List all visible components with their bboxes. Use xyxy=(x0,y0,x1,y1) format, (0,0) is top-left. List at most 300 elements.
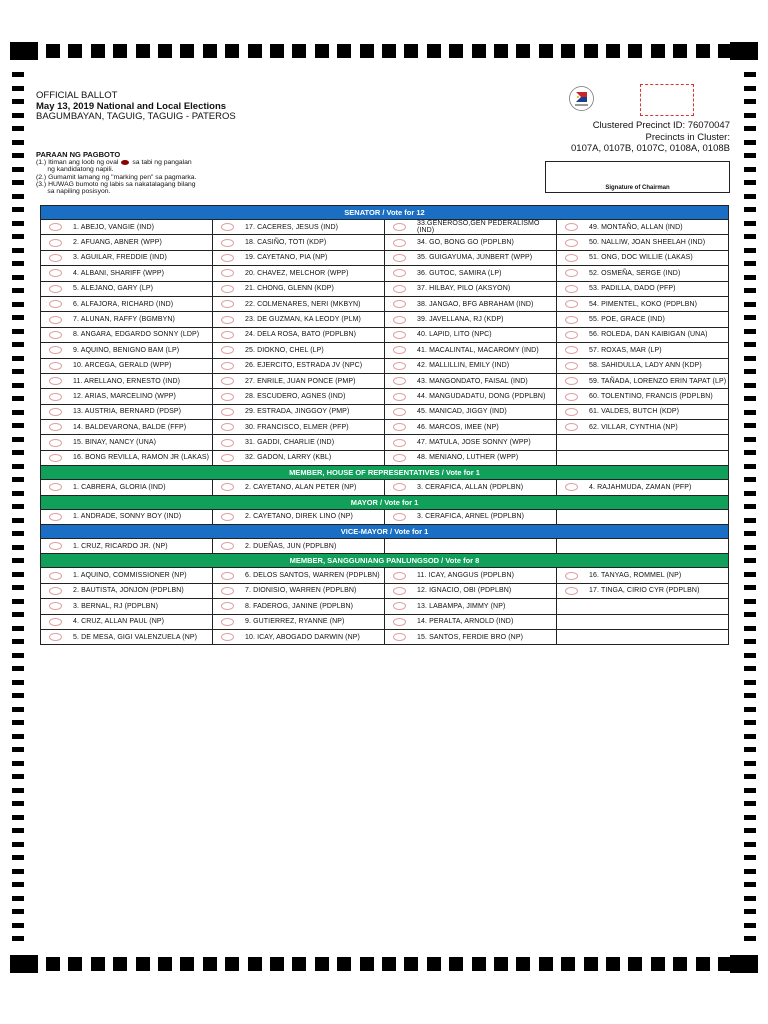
candidate-entry xyxy=(41,220,212,234)
candidate-name: 1. ANDRADE, SONNY BOY (IND) xyxy=(73,513,182,521)
candidate-entry xyxy=(41,615,212,629)
timing-mark xyxy=(744,383,756,388)
vote-oval[interactable] xyxy=(565,285,578,293)
candidate-name: 46. MARCOS, IMEE (NP) xyxy=(417,423,499,431)
candidate-entry xyxy=(213,480,384,494)
vote-oval[interactable] xyxy=(49,572,62,580)
timing-mark xyxy=(12,261,24,266)
candidate-entry xyxy=(213,328,384,342)
timing-mark xyxy=(561,957,575,971)
candidate-name: 12. ARIAS, MARCELINO (WPP) xyxy=(73,392,176,400)
timing-mark xyxy=(744,342,756,347)
vote-oval[interactable] xyxy=(221,285,234,293)
timing-mark xyxy=(10,955,38,973)
vote-oval[interactable] xyxy=(393,254,406,262)
candidate-cell xyxy=(213,599,385,614)
vote-oval[interactable] xyxy=(565,316,578,324)
vote-oval[interactable] xyxy=(221,254,234,262)
candidate-cell xyxy=(385,343,557,358)
timing-mark xyxy=(12,450,24,455)
candidate-name: 3. AGUILAR, FREDDIE (IND) xyxy=(73,254,167,262)
timing-mark xyxy=(12,815,24,820)
candidate-entry xyxy=(385,328,556,342)
vote-oval[interactable] xyxy=(221,316,234,324)
vote-oval[interactable] xyxy=(49,633,62,641)
contest-header xyxy=(41,495,729,509)
timing-mark xyxy=(12,572,24,577)
vote-oval[interactable] xyxy=(221,602,234,610)
timing-mark xyxy=(744,423,756,428)
instructions-title: PARAAN NG PAGBOTO xyxy=(36,150,121,159)
vote-oval[interactable] xyxy=(565,483,578,491)
vote-oval[interactable] xyxy=(565,269,578,277)
vote-oval[interactable] xyxy=(393,587,406,595)
vote-oval[interactable] xyxy=(393,483,406,491)
candidate-name: 37. HILBAY, PILO (AKSYON) xyxy=(417,285,511,293)
vote-oval[interactable] xyxy=(565,423,578,431)
timing-mark xyxy=(744,261,756,266)
vote-oval[interactable] xyxy=(393,439,406,447)
candidate-name: 8. ANGARA, EDGARDO SONNY (LDP) xyxy=(73,331,200,339)
timing-mark xyxy=(12,383,24,388)
vote-oval[interactable] xyxy=(393,393,406,401)
candidate-entry xyxy=(557,235,728,249)
vote-oval[interactable] xyxy=(221,454,234,462)
candidate-cell xyxy=(41,235,213,250)
empty-cell xyxy=(557,539,729,554)
candidate-name: 7. ALUNAN, RAFFY (BGMBYN) xyxy=(73,315,175,323)
timing-mark xyxy=(744,410,756,415)
vote-oval[interactable] xyxy=(393,454,406,462)
timing-mark xyxy=(744,585,756,590)
candidate-cell xyxy=(41,630,213,645)
candidate-name: 30. FRANCISCO, ELMER (PFP) xyxy=(245,423,349,431)
timing-mark xyxy=(12,396,24,401)
vote-oval[interactable] xyxy=(221,618,234,626)
vote-oval[interactable] xyxy=(49,587,62,595)
candidate-name: 55. POE, GRACE (IND) xyxy=(589,315,665,323)
timing-mark xyxy=(449,957,463,971)
candidate-entry xyxy=(557,220,728,234)
candidate-cell xyxy=(41,614,213,629)
vote-oval[interactable] xyxy=(49,239,62,247)
timing-mark xyxy=(744,828,756,833)
candidate-name: 31. GADDI, CHARLIE (IND) xyxy=(245,439,335,447)
timing-mark xyxy=(628,44,642,58)
vote-oval[interactable] xyxy=(393,618,406,626)
candidate-cell xyxy=(213,480,385,495)
candidate-entry xyxy=(385,251,556,265)
candidate-name: 16. BONG REVILLA, RAMON JR (LAKAS) xyxy=(73,454,210,462)
timing-mark xyxy=(12,855,24,860)
candidate-name: 61. VALDES, BUTCH (KDP) xyxy=(589,408,680,416)
timing-mark xyxy=(158,957,172,971)
vote-oval[interactable] xyxy=(49,316,62,324)
ballot-title: OFFICIAL BALLOT xyxy=(36,90,118,101)
timing-mark xyxy=(12,842,24,847)
vote-oval[interactable] xyxy=(221,587,234,595)
timing-mark xyxy=(744,923,756,928)
vote-oval[interactable] xyxy=(393,408,406,416)
candidate-name: 21. CHONG, GLENN (KDP) xyxy=(245,285,334,293)
timing-mark xyxy=(744,761,756,766)
timing-mark xyxy=(744,437,756,442)
timing-mark xyxy=(744,788,756,793)
candidate-name: 28. ESCUDERO, AGNES (IND) xyxy=(245,392,346,400)
cluster-list: 0107A, 0107B, 0107C, 0108A, 0108B xyxy=(571,143,730,154)
timing-mark xyxy=(744,180,756,185)
vote-oval[interactable] xyxy=(49,408,62,416)
vote-oval[interactable] xyxy=(393,331,406,339)
candidate-name: 42. MALLILLIN, EMILY (IND) xyxy=(417,362,510,370)
timing-mark xyxy=(744,248,756,253)
candidate-cell xyxy=(41,450,213,465)
timing-mark xyxy=(12,315,24,320)
timing-mark xyxy=(12,869,24,874)
candidate-entry xyxy=(385,266,556,280)
timing-mark xyxy=(12,329,24,334)
candidate-row xyxy=(41,480,729,495)
timing-mark xyxy=(12,464,24,469)
timing-mark xyxy=(427,44,441,58)
timing-mark xyxy=(744,113,756,118)
vote-oval[interactable] xyxy=(221,393,234,401)
candidate-cell xyxy=(557,296,729,311)
empty-cell xyxy=(557,614,729,629)
locality: BAGUMBAYAN, TAGUIG, TAGUIG - PATEROS xyxy=(36,111,236,122)
candidate-row xyxy=(41,266,729,281)
candidate-entry xyxy=(557,374,728,388)
candidate-cell xyxy=(213,312,385,327)
timing-mark xyxy=(12,288,24,293)
timing-mark xyxy=(12,518,24,523)
timing-mark xyxy=(744,531,756,536)
candidate-entry xyxy=(385,615,556,629)
timing-mark xyxy=(744,72,756,77)
candidate-entry xyxy=(41,584,212,598)
instruction-1c: ng kandidatong napili. xyxy=(36,166,114,174)
candidate-name: 2. BAUTISTA, JONJON (PDPLBN) xyxy=(73,587,184,595)
vote-oval[interactable] xyxy=(49,223,62,231)
candidate-cell xyxy=(385,420,557,435)
vote-oval[interactable] xyxy=(221,331,234,339)
vote-oval[interactable] xyxy=(49,513,62,521)
timing-mark xyxy=(12,410,24,415)
vote-oval[interactable] xyxy=(221,408,234,416)
candidate-cell xyxy=(41,220,213,235)
candidate-entry xyxy=(385,480,556,494)
contest-header xyxy=(41,554,729,568)
vote-oval[interactable] xyxy=(393,346,406,354)
timing-mark xyxy=(744,896,756,901)
candidate-cell xyxy=(213,420,385,435)
timing-mark xyxy=(744,86,756,91)
candidate-entry xyxy=(213,235,384,249)
candidate-entry xyxy=(41,510,212,524)
candidate-row xyxy=(41,358,729,373)
vote-oval[interactable] xyxy=(393,362,406,370)
timing-mark xyxy=(12,599,24,604)
candidate-name: 13. LABAMPA, JIMMY (NP) xyxy=(417,602,506,610)
candidate-entry xyxy=(41,539,212,553)
vote-oval[interactable] xyxy=(49,423,62,431)
candidate-entry xyxy=(213,297,384,311)
vote-oval[interactable] xyxy=(565,572,578,580)
chairman-signature-box[interactable] xyxy=(545,161,730,193)
candidate-name: 45. MANICAD, JIGGY (IND) xyxy=(417,408,507,416)
candidate-entry xyxy=(557,312,728,326)
vote-oval[interactable] xyxy=(49,454,62,462)
vote-oval[interactable] xyxy=(221,362,234,370)
vote-oval[interactable] xyxy=(565,346,578,354)
candidate-cell xyxy=(385,389,557,404)
candidate-cell xyxy=(41,599,213,614)
candidate-name: 23. DE GUZMAN, KA LEODY (PLM) xyxy=(245,315,361,323)
candidate-cell xyxy=(385,509,557,524)
vote-oval[interactable] xyxy=(393,602,406,610)
candidate-cell xyxy=(213,343,385,358)
candidate-name: 44. MANGUDADATU, DONG (PDPLBN) xyxy=(417,392,546,400)
candidate-name: 6. DELOS SANTOS, WARREN (PDPLBN) xyxy=(245,572,380,580)
timing-mark xyxy=(744,153,756,158)
vote-oval[interactable] xyxy=(49,393,62,401)
candidate-cell xyxy=(385,435,557,450)
timing-mark xyxy=(12,437,24,442)
candidate-cell xyxy=(385,614,557,629)
timing-mark xyxy=(12,909,24,914)
timing-mark xyxy=(12,612,24,617)
candidate-row xyxy=(41,420,729,435)
timing-mark xyxy=(12,896,24,901)
vote-oval[interactable] xyxy=(221,346,234,354)
candidate-cell xyxy=(385,630,557,645)
timing-mark xyxy=(12,761,24,766)
timing-mark xyxy=(12,423,24,428)
vote-oval[interactable] xyxy=(393,300,406,308)
timing-mark xyxy=(360,44,374,58)
candidate-cell xyxy=(385,312,557,327)
timing-mark xyxy=(12,302,24,307)
vote-oval[interactable] xyxy=(49,300,62,308)
candidate-entry xyxy=(213,389,384,403)
candidate-name: 6. ALFAJORA, RICHARD (IND) xyxy=(73,300,174,308)
timing-mark xyxy=(68,957,82,971)
candidate-cell xyxy=(41,358,213,373)
vote-oval[interactable] xyxy=(393,572,406,580)
candidate-name: 5. DE MESA, GIGI VALENZUELA (NP) xyxy=(73,633,198,641)
vote-oval[interactable] xyxy=(565,587,578,595)
vote-oval[interactable] xyxy=(221,269,234,277)
candidate-entry xyxy=(557,266,728,280)
cluster-label: Precincts in Cluster: xyxy=(645,131,730,143)
timing-mark xyxy=(12,558,24,563)
vote-oval[interactable] xyxy=(221,483,234,491)
timing-mark xyxy=(12,923,24,928)
vote-oval[interactable] xyxy=(221,377,234,385)
vote-oval[interactable] xyxy=(565,300,578,308)
vote-oval[interactable] xyxy=(393,513,406,521)
instruction-1b: sa tabi ng pangalan xyxy=(132,159,192,166)
candidate-entry xyxy=(557,297,728,311)
vote-oval[interactable] xyxy=(565,377,578,385)
candidate-name: 18. CASIÑO, TOTI (KDP) xyxy=(245,239,327,246)
candidate-row xyxy=(41,296,729,311)
candidate-entry xyxy=(213,251,384,265)
timing-mark xyxy=(337,44,351,58)
candidate-entry xyxy=(385,343,556,357)
candidate-entry xyxy=(385,235,556,249)
candidate-cell xyxy=(41,266,213,281)
empty-cell xyxy=(557,599,729,614)
timing-mark xyxy=(203,957,217,971)
timing-mark xyxy=(696,957,710,971)
timing-mark xyxy=(744,491,756,496)
candidate-entry xyxy=(557,480,728,494)
candidate-cell xyxy=(557,266,729,281)
vote-oval[interactable] xyxy=(221,300,234,308)
candidate-name: 2. DUEÑAS, JUN (PDPLBN) xyxy=(245,542,337,550)
timing-mark xyxy=(12,180,24,185)
candidate-row xyxy=(41,630,729,645)
vote-oval[interactable] xyxy=(565,331,578,339)
candidate-cell xyxy=(213,266,385,281)
vote-oval[interactable] xyxy=(49,618,62,626)
candidate-name: 12. IGNACIO, OBI (PDPLBN) xyxy=(417,587,512,595)
candidate-name: 15. SANTOS, FERDIE BRO (NP) xyxy=(417,633,524,641)
candidate-entry xyxy=(385,584,556,598)
vote-oval[interactable] xyxy=(49,269,62,277)
vote-oval[interactable] xyxy=(393,223,406,231)
candidate-entry xyxy=(557,420,728,434)
vote-oval[interactable] xyxy=(393,377,406,385)
vote-oval[interactable] xyxy=(565,362,578,370)
vote-oval[interactable] xyxy=(221,572,234,580)
timing-mark xyxy=(744,369,756,374)
candidate-name: 33.GENEROSO,GEN PEDERALISMO (IND) xyxy=(417,220,540,235)
timing-mark xyxy=(12,828,24,833)
candidate-name: 14. PERALTA, ARNOLD (IND) xyxy=(417,618,514,626)
timing-mark xyxy=(12,680,24,685)
candidate-cell xyxy=(213,630,385,645)
timing-mark xyxy=(744,936,756,941)
vote-oval[interactable] xyxy=(221,513,234,521)
vote-oval[interactable] xyxy=(393,633,406,641)
candidate-entry xyxy=(385,405,556,419)
candidate-cell xyxy=(385,450,557,465)
vote-oval[interactable] xyxy=(49,483,62,491)
timing-mark xyxy=(744,558,756,563)
vote-oval[interactable] xyxy=(49,285,62,293)
vote-oval[interactable] xyxy=(49,331,62,339)
vote-oval[interactable] xyxy=(49,602,62,610)
timing-mark xyxy=(744,302,756,307)
vote-oval[interactable] xyxy=(49,377,62,385)
candidate-cell xyxy=(557,568,729,583)
candidate-name: 43. MANGONDATO, FAISAL (IND) xyxy=(417,377,528,385)
vote-oval[interactable] xyxy=(221,633,234,641)
vote-oval[interactable] xyxy=(221,439,234,447)
timing-mark xyxy=(744,639,756,644)
timing-mark xyxy=(248,44,262,58)
timing-mark xyxy=(744,329,756,334)
candidate-name: 2. CAYETANO, DIREK LINO (NP) xyxy=(245,513,353,521)
timing-mark xyxy=(12,626,24,631)
timing-mark xyxy=(382,44,396,58)
timing-mark xyxy=(744,734,756,739)
candidate-cell xyxy=(385,583,557,598)
timing-mark xyxy=(12,113,24,118)
vote-oval[interactable] xyxy=(393,423,406,431)
vote-oval[interactable] xyxy=(393,285,406,293)
vote-oval[interactable] xyxy=(49,346,62,354)
timing-mark xyxy=(744,126,756,131)
timing-mark xyxy=(12,194,24,199)
candidate-row xyxy=(41,373,729,388)
candidate-entry xyxy=(41,405,212,419)
candidate-entry xyxy=(385,420,556,434)
candidate-name: 1. CRUZ, RICARDO JR. (NP) xyxy=(73,542,168,550)
candidate-cell xyxy=(41,420,213,435)
timing-mark xyxy=(744,855,756,860)
candidate-cell xyxy=(385,568,557,583)
candidate-entry xyxy=(213,266,384,280)
candidate-row xyxy=(41,583,729,598)
vote-oval[interactable] xyxy=(393,269,406,277)
vote-oval[interactable] xyxy=(393,239,406,247)
candidate-entry xyxy=(385,282,556,296)
timing-mark xyxy=(744,275,756,280)
candidate-name: 52. OSMEÑA, SERGE (IND) xyxy=(589,269,681,277)
timing-mark xyxy=(12,545,24,550)
candidate-name: 17. TINGA, CIRIO CYR (PDPLBN) xyxy=(589,587,700,595)
candidate-entry xyxy=(41,266,212,280)
timing-mark xyxy=(180,44,194,58)
timing-mark xyxy=(744,869,756,874)
timing-mark xyxy=(744,315,756,320)
candidate-entry xyxy=(385,451,556,465)
timing-mark xyxy=(539,957,553,971)
vote-oval[interactable] xyxy=(565,223,578,231)
vote-oval[interactable] xyxy=(221,239,234,247)
candidate-row xyxy=(41,250,729,265)
vote-oval[interactable] xyxy=(49,362,62,370)
candidate-cell xyxy=(41,343,213,358)
candidate-cell xyxy=(41,509,213,524)
vote-oval[interactable] xyxy=(221,542,234,550)
timing-mark xyxy=(12,734,24,739)
vote-oval[interactable] xyxy=(49,542,62,550)
candidate-cell xyxy=(557,312,729,327)
vote-oval[interactable] xyxy=(565,408,578,416)
vote-oval[interactable] xyxy=(393,316,406,324)
vote-oval[interactable] xyxy=(565,254,578,262)
candidate-entry xyxy=(557,282,728,296)
candidate-name: 5. ALEJANO, GARY (LP) xyxy=(73,285,154,293)
candidate-name: 4. ALBANI, SHARIFF (WPP) xyxy=(73,269,165,277)
vote-oval[interactable] xyxy=(221,223,234,231)
candidate-entry xyxy=(385,568,556,582)
vote-oval[interactable] xyxy=(565,393,578,401)
timing-mark xyxy=(12,707,24,712)
vote-oval[interactable] xyxy=(49,254,62,262)
vote-oval[interactable] xyxy=(565,239,578,247)
candidate-entry xyxy=(41,359,212,373)
vote-oval[interactable] xyxy=(221,423,234,431)
timing-mark xyxy=(651,44,665,58)
timing-mark xyxy=(315,44,329,58)
vote-oval[interactable] xyxy=(49,439,62,447)
timing-mark xyxy=(12,653,24,658)
